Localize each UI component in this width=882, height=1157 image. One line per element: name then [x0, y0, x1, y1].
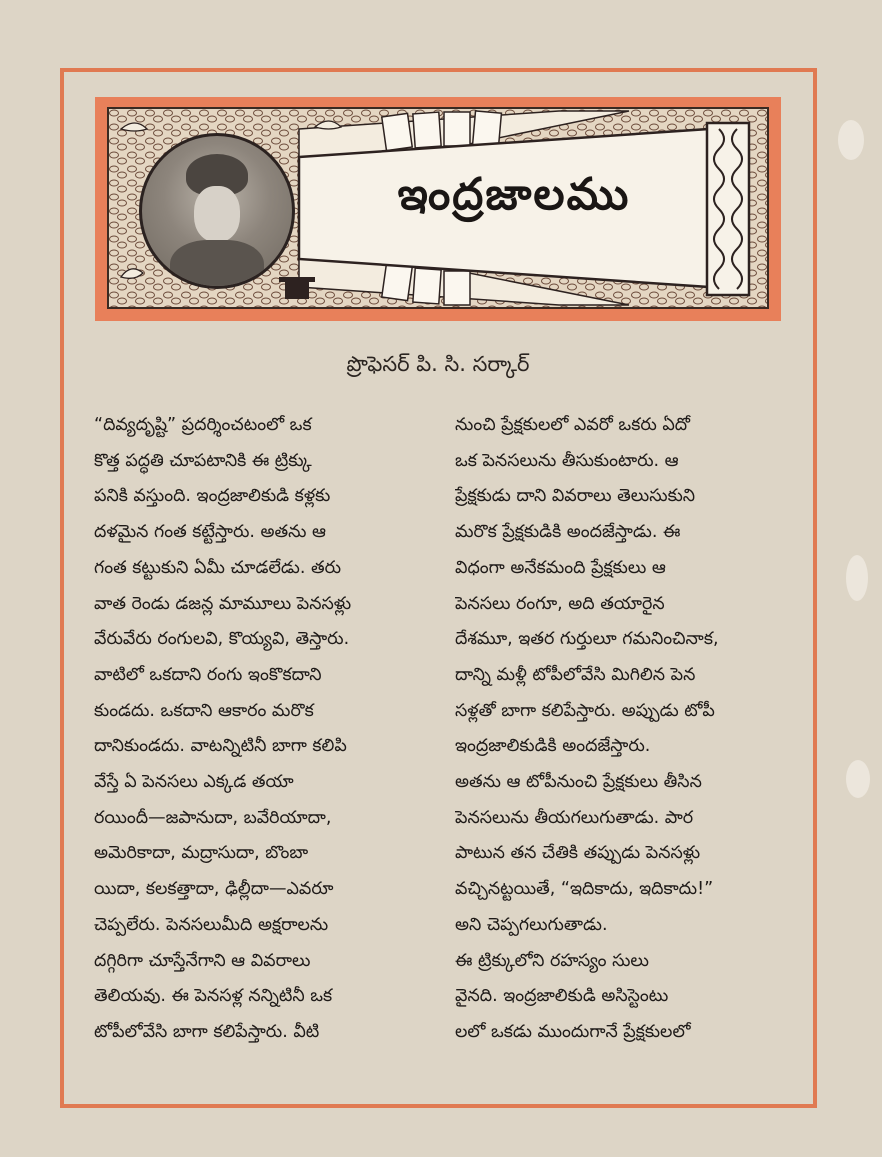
text-line: దేశమూ, ఇతర గుర్తులూ గమనించినాక,	[455, 629, 719, 650]
paper-blemish	[846, 555, 868, 601]
text-line: “దివ్యదృష్టి” ప్రదర్శించటంలో ఒక	[94, 415, 312, 435]
text-line: చెప్పలేరు. పెనసలుమీది అక్షరాలను	[94, 914, 329, 935]
text-line: వేరువేరు రంగులవి, కొయ్యవి, తెస్తారు.	[94, 629, 350, 650]
text-line: నుంచి ప్రేక్షకులలో ఎవరో ఒకరు ఏదో	[455, 415, 691, 435]
text-line: దానికుండదు. వాటన్నిటినీ బాగా కలిపి	[94, 736, 347, 757]
text-line: మరొక ప్రేక్షకుడికి అందజేస్తాడు. ఈ	[455, 522, 681, 543]
text-line: విధంగా అనేకమంది ప్రేక్షకులు ఆ	[455, 557, 666, 578]
text-line: లలో ఒకడు ముందుగానే ప్రేక్షకులలో	[455, 1021, 691, 1042]
text-line: పనికి వస్తుంది. ఇంద్రజాలికుడి కళ్లకు	[94, 486, 331, 507]
text-line: వైనది. ఇంద్రజాలికుడి అసిస్టెంటు	[455, 986, 669, 1007]
text-line: వేస్తే ఏ పెనసలు ఎక్కడ తయా	[94, 772, 294, 793]
text-line: కొత్త పద్ధతి చూపటానికి ఈ ట్రిక్కు	[94, 450, 312, 471]
paper-blemish	[846, 760, 870, 798]
text-line: అని చెప్పగలుగుతాడు.	[455, 914, 608, 935]
author-byline: ప్రొఫెసర్ పి. సి. సర్కార్	[346, 352, 530, 376]
article-column-right	[455, 408, 790, 1051]
title-banner	[95, 97, 781, 321]
text-line: ఇంద్రజాలికుడికి అందజేస్తారు.	[455, 736, 651, 757]
text-line: ఈ ట్రిక్కులోని రహస్యం సులు	[455, 950, 649, 971]
paper-blemish	[838, 120, 864, 160]
text-line: దళమైన గంత కట్టేస్తారు. అతను ఆ	[94, 522, 326, 543]
text-line: ఒక పెనసలును తీసుకుంటారు. ఆ	[455, 450, 679, 471]
article-column-left	[94, 408, 429, 1051]
text-line: వాటిలో ఒకదాని రంగు ఇంకొకదాని	[94, 664, 322, 685]
text-line: దగ్గిరిగా చూస్తేనేగాని ఆ వివరాలు	[94, 950, 311, 971]
text-line: సళ్లతో బాగా కలిపేస్తారు. అప్పుడు టోపీ	[455, 700, 715, 721]
text-line: పాటున తన చేతికి తప్పుడు పెనసళ్లు	[455, 843, 701, 864]
text-line: రయిందీ—జపానుదా, బవేరియాదా,	[94, 807, 332, 828]
page-title: ఇంద్రజాలము	[397, 169, 631, 220]
text-line: కుండదు. ఒకదాని ఆకారం మరొక	[94, 700, 314, 721]
text-line: యిదా, కలకత్తాదా, ఢిల్లీదా—ఎవరూ	[94, 879, 334, 900]
text-line: తెలియవు. ఈ పెనసళ్ల నన్నిటినీ ఒక	[94, 986, 333, 1007]
text-line: అతను ఆ టోపీనుంచి ప్రేక్షకులు తీసిన	[455, 772, 702, 793]
text-line: దాన్ని మళ్లీ టోపీలోవేసి మిగిలిన పెన	[455, 664, 696, 685]
text-line: ప్రేక్షకుడు దాని వివరాలు తెలుసుకుని	[455, 486, 696, 507]
magician-portrait	[139, 133, 295, 289]
text-line: వచ్చినట్టయితే, “ఇదికాదు, ఇదికాదు!”	[455, 879, 714, 900]
text-line: వాత రెండు డజన్ల మామూలు పెనసళ్లు	[94, 593, 352, 614]
text-line: పెనసలు రంగూ, అది తయారైన	[455, 593, 665, 614]
text-line: అమెరికాదా, మద్రాసుదా, బొంబా	[94, 843, 309, 864]
text-line: గంత కట్టుకుని ఏమీ చూడలేడు. తరు	[94, 557, 342, 578]
text-line: టోపీలోవేసి బాగా కలిపేస్తారు. వీటి	[94, 1021, 320, 1042]
text-line: పెనసలును తీయగలుగుతాడు. పార	[455, 807, 694, 828]
banner-artwork	[107, 107, 769, 309]
